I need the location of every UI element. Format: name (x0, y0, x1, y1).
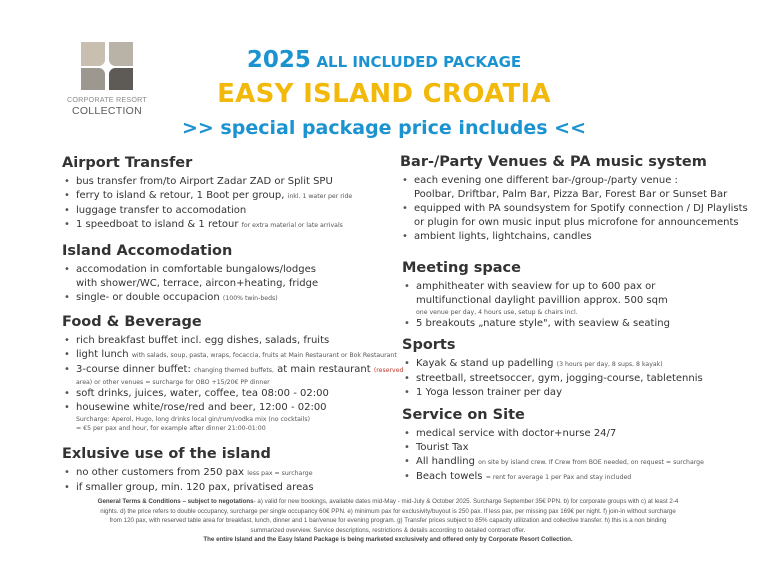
section-title: Service on Site (402, 407, 525, 423)
terms-line: nights. d) the price refers to double occupancy, surcharge per single occupancy 60€ PPN. e) minimum pax for exclusivity/buyout is 250 pax. If less pax, per missing pax 169€ per night. f) join-in without surcharge (100, 507, 676, 515)
list-item: • Tourist Tax (402, 441, 704, 455)
logo-text-line1: CORPORATE RESORT (66, 95, 147, 104)
package-label: ALL INCLUDED PACKAGE (316, 53, 522, 71)
list-item: • single- or double occupacion (100% twin-beds) (62, 291, 318, 306)
package-year: 2025 (246, 47, 311, 73)
list-item: • 5 breakouts „nature style", with seaview & seating (402, 317, 670, 331)
list-item: • accomodation in comfortable bungalows/lodges with shower/WC, terrace, aircon+heating, fridge (62, 263, 318, 291)
list-item: • housewine white/rose/red and beer, 12:00 - 02:00 Surcharge: Aperol, Hugo, long drinks local gin/rum/vodka mix (no cocktails) = €5 per pax and hour, for example after dinner 21:00-01:00 (62, 401, 403, 433)
list-item: • 1 speedboat to island & 1 retour for extra material or late arrivals (62, 218, 352, 233)
package-heading (0, 47, 768, 73)
list-item: • streetball, streetsoccer, gym, jogging-course, tabletennis (402, 372, 703, 386)
section-bar-party-venues (400, 154, 748, 244)
list-item: • bus transfer from/to Airport Zadar ZAD or Split SPU (62, 175, 352, 189)
list-item: • medical service with doctor+nurse 24/7 (402, 427, 704, 441)
list-item: • luggage transfer to accomodation (62, 204, 352, 218)
list-item: • soft drinks, juices, water, coffee, tea 08:00 - 02:00 (62, 387, 403, 401)
section-title: Food & Beverage (62, 314, 202, 330)
page-subtitle: >> special package price includes << (181, 117, 587, 139)
terms-line: from 120 pax, with reserved table area for breakfast, lunch, dinner and 1 bar/venue for evening program. g) Transfer prices subject to 85% capacity utilization and collective transfer. h) this is a non binding (109, 517, 667, 525)
section-title: Sports (402, 337, 456, 353)
list-item: • each evening one different bar-/group-/party venue : Poolbar, Driftbar, Palm Bar, Pizza Bar, Forest Bar or Sunset Bar (400, 174, 748, 202)
list-item: • equipped with PA soundsystem for Spotify connection / DJ Playlists or plugin for own music input plus microfone for announcements (400, 202, 748, 230)
list-item: • rich breakfast buffet incl. egg dishes, salads, fruits (62, 334, 403, 348)
list-item: • amphitheater with seaview for up to 600 pax or multifunctional daylight pavillion approx. 500 sqm one venue per day, 4 hours use, setup & chairs incl. (402, 280, 670, 317)
terms-exclusivity-note: The entire Island and the Easy Island Package is being marketed exclusively and offered only by Corporate Resort Collection. (203, 536, 573, 544)
section-island-accomodation (62, 243, 318, 306)
section-service-on-site (402, 407, 704, 485)
list-item: • if smaller group, min. 120 pax, privatised areas (62, 481, 314, 495)
section-sports (402, 337, 703, 400)
logo-text-line2: COLLECTION (71, 105, 143, 117)
list-item: • 1 Yoga lesson trainer per day (402, 386, 703, 400)
list-item: • 3-course dinner buffet: changing themed buffets, at main restaurant (reserved area) or other venues = surcharge for OBO +15/20€ PP dinner (62, 363, 403, 387)
section-title: Meeting space (402, 260, 521, 276)
section-title: Island Accomodation (62, 243, 233, 259)
list-item: • All handling on site by island crew. If Crew from BOE needed, on request = surcharge (402, 455, 704, 470)
section-meeting-space (402, 260, 670, 331)
list-item: • no other customers from 250 pax less pax = surcharge (62, 466, 314, 481)
section-airport-transfer (62, 155, 352, 233)
section-food-beverage (62, 314, 403, 433)
list-item: • Beach towels = rent for average 1 per Pax and stay included (402, 470, 704, 485)
section-title: Exlusive use of the island (62, 446, 271, 462)
list-item: • ferry to island & retour, 1 Boot per group, inkl. 1 water per ride (62, 189, 352, 204)
list-item: • light lunch with salads, soup, pasta, wraps, focaccia, fruits at Main Restaurant or Bok Restaurant (62, 348, 403, 363)
list-item: • Kayak & stand up padelling (3 hours per day, 8 sups, 8 kayak) (402, 357, 703, 372)
terms-heading: General Terms & Conditions – subject to negotations (97, 498, 254, 505)
section-title: Airport Transfer (62, 155, 193, 171)
section-title: Bar-/Party Venues & PA music system (400, 154, 707, 170)
terms-footer (70, 497, 706, 545)
page-title: EASY ISLAND CROATIA (217, 79, 551, 109)
terms-line: General Terms & Conditions – subject to negotations- a) valid for new bookings, available dates mid-May - mid-July & October 2025. Surcharge September 35€ PPN. b) for corporate groups with c) at least 2-4 (97, 498, 679, 505)
terms-line: summarized overview. Service descriptions, restrictions & details according to detailed contract offer. (250, 526, 526, 534)
list-item: • ambient lights, lightchains, candles (400, 230, 748, 244)
section-exclusive-use (62, 446, 314, 495)
